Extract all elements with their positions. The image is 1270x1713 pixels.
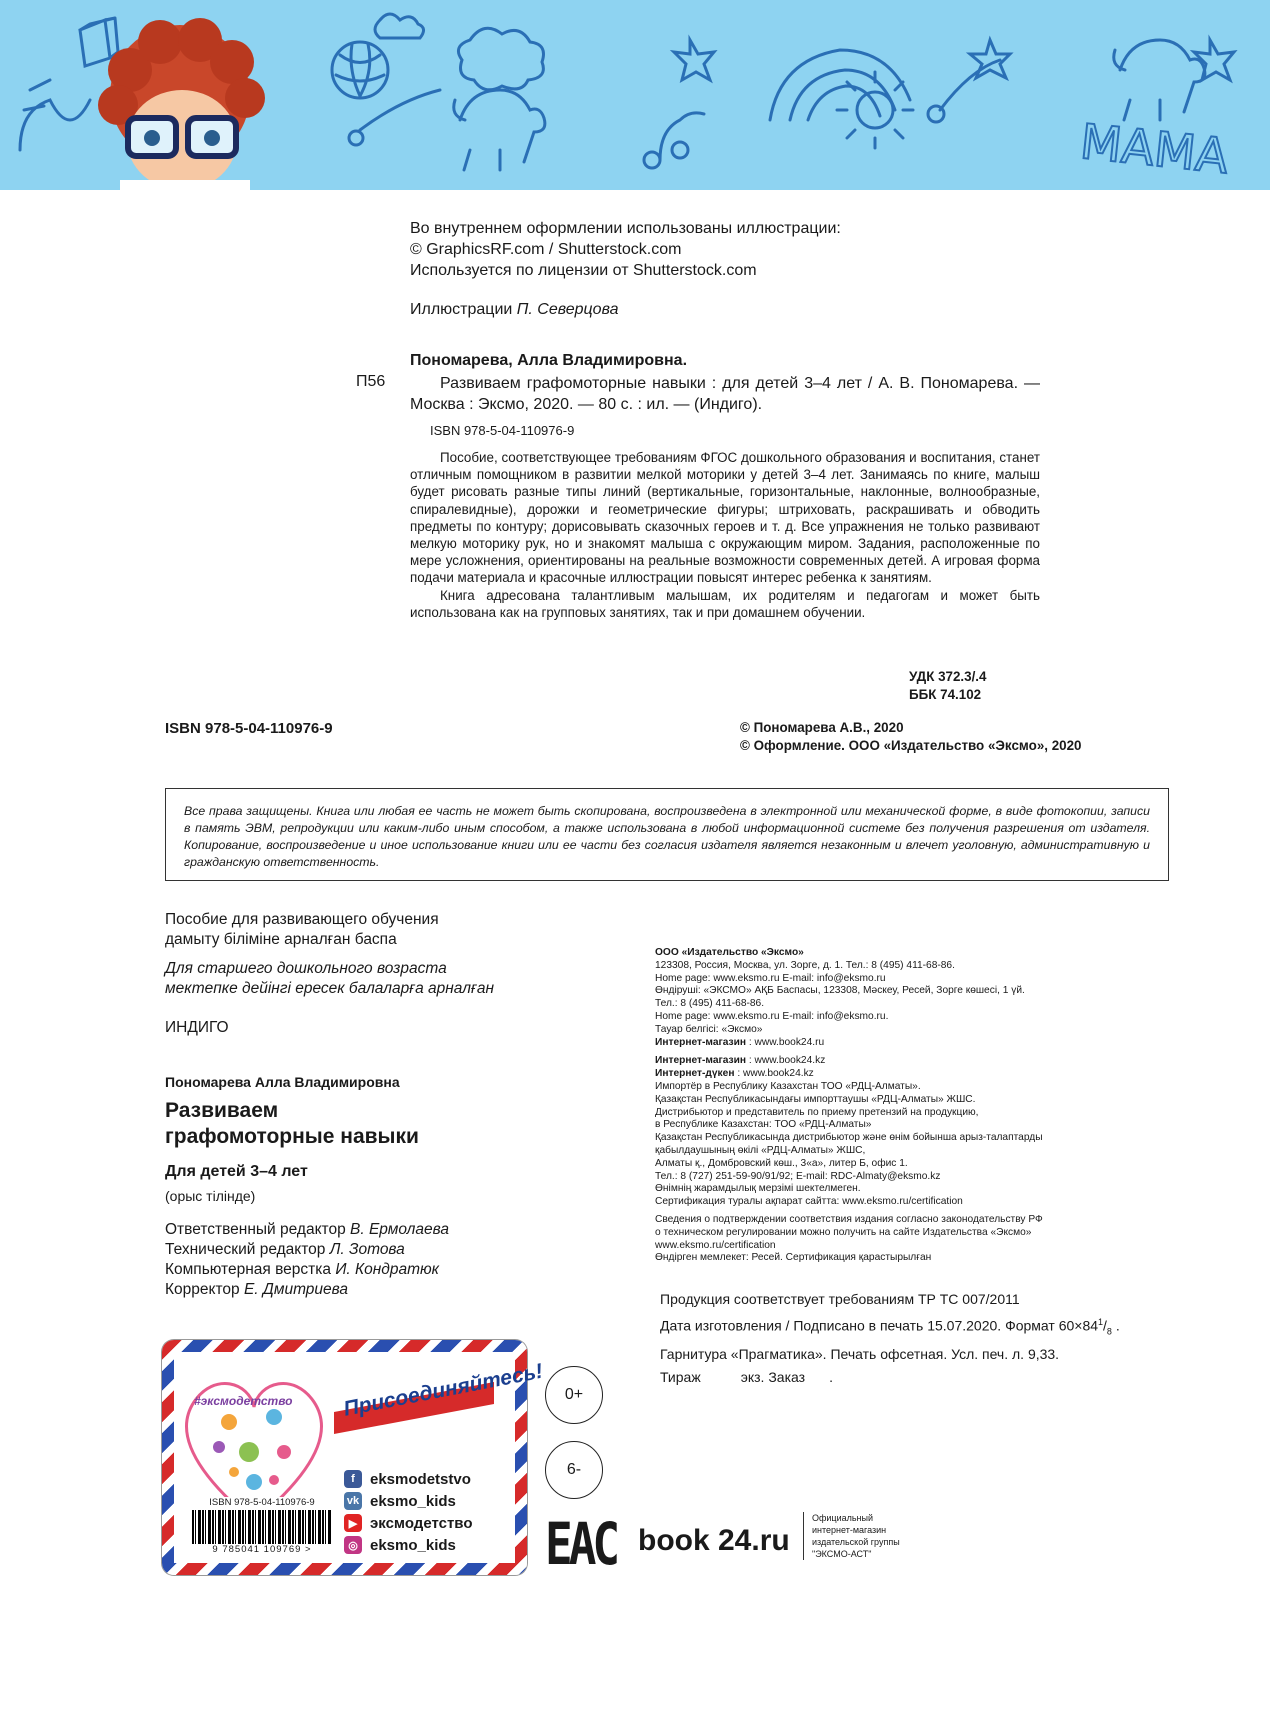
book24-tagline — [803, 1512, 900, 1560]
illustrator-label: Иллюстрации — [410, 301, 513, 318]
format-sub: 8 — [1106, 1326, 1112, 1337]
social-row[interactable] — [344, 1470, 471, 1488]
publisher-imprint — [655, 947, 1105, 1265]
eac-mark: EAC — [545, 1510, 617, 1578]
barcode — [192, 1497, 332, 1555]
bbk-code: ББК 74.102 — [909, 687, 982, 702]
book24-logo: book 24.ru — [638, 1524, 790, 1557]
imprint-line: Қазақстан Республикасында дистрибьютор және өнім бойынша арыз-талаптарды — [655, 1132, 1043, 1144]
imprint-bold: Интернет-дүкен — [655, 1068, 735, 1080]
copyright-line: © Пономарева А.В., 2020 — [740, 720, 904, 735]
barcode-isbn: ISBN 978-5-04-110976-9 — [209, 1497, 315, 1508]
print-line: Продукция соответствует требованиям ТР ТС 007/2011 — [660, 1291, 1020, 1307]
social-row[interactable] — [344, 1536, 456, 1554]
imprint-line: Қазақстан Республикасындағы импорттаушы «РДЦ-Алматы» ЖШС. — [655, 1093, 976, 1105]
book-title: графомоторные навыки — [165, 1125, 419, 1148]
bib-isbn: ISBN 978-5-04-110976-9 — [430, 423, 575, 438]
staff-role: Технический редактор — [165, 1241, 326, 1258]
social-label: eksmo_kids — [370, 1492, 456, 1510]
youtube-icon: ▶ — [344, 1514, 362, 1532]
bib-entry — [410, 373, 1040, 415]
social-card — [162, 1340, 545, 1575]
credits-line: Используется по лицензии от Shutterstock.com — [410, 262, 757, 279]
imprint-line: Алматы қ., Домбровский көш., 3«а», литер Б, офис 1. — [655, 1157, 908, 1169]
imprint-line: Сведения о подтверждении соответствия издания согласно законодательству РФ — [655, 1213, 1043, 1225]
staff-list — [165, 1220, 494, 1300]
bib-code: П56 — [356, 373, 386, 390]
staff-name: Е. Дмитриева — [243, 1281, 349, 1298]
rights-notice: Все права защищены. Книга или любая ее часть не может быть скопирована, воспроизведена в электронной или механической форме, в виде фотокопии, записи в память ЭВМ, репродукции или каким-либо иным способом, а также использована в любой информационной системе без получения разрешения от издателя. Копирование, воспроизведение и иное использование книги или ее части без согласия издателя является незаконным и влечет уголовную, административную и гражданскую ответственность. — [165, 788, 1169, 881]
abstract-paragraph: Пособие, соответствующее требованиям ФГОС дошкольного образования и воспитания, станет отличным помощником в развитии мелкой моторики у детей 3–4 лет. Занимаясь по книге, малыш будет рисовать разные типы линий (вертикальные, горизонтальные, наклонные, волнообразные, спиралевидные), дорожки и геометрические фигуры; штриховать, раскрашивать и обводить предметы по контуру; дорисовывать сказочных героев и т. д. Все упражнения не только развивают мелкую моторику рук, но и знакомят малыша с окружающим миром. Задания, расположенные по мере усложнения, ориентированы на реальные возможности современных детей. А игровая форма подачи материала и красочные иллюстрации повысят интерес ребенка к занятиям. — [410, 450, 1040, 586]
imprint-bold: Интернет-магазин — [655, 1055, 747, 1067]
order-label: экз. Заказ — [740, 1369, 806, 1386]
staff-row — [165, 1220, 494, 1240]
imprint-line: Дистрибьютор и представитель по приему претензий на продукцию, — [655, 1106, 979, 1118]
format-sup: 1 — [1098, 1317, 1104, 1327]
imprint-line: Сертификация туралы ақпарат сайтта: www.eksmo.ru/certification — [655, 1196, 963, 1208]
imprint-line: Тел.: 8 (495) 411-68-86. — [655, 998, 765, 1010]
barcode-digits: 9 785041 109769 > — [212, 1544, 312, 1555]
classification — [909, 668, 986, 704]
heart-tag: #эксмодетство — [194, 1394, 293, 1408]
imprint-line: Home page: www.eksmo.ru E-mail: info@eksmo.ru. — [655, 1010, 889, 1022]
format-text: Дата изготовления / Подписано в печать 15.07.2020. Формат 60×84 — [660, 1317, 1099, 1334]
staff-name: Л. Зотова — [329, 1241, 405, 1258]
imprint-line: www.eksmo.ru/certification — [655, 1239, 776, 1251]
header-banner — [0, 0, 1270, 190]
bib-author: Пономарева, Алла Владимировна. — [410, 352, 688, 369]
credits-line: © GraphicsRF.com / Shutterstock.com — [410, 241, 682, 258]
imprint-bold: Интернет-магазин — [655, 1036, 747, 1048]
social-row[interactable] — [344, 1514, 473, 1532]
colophon-author: Пономарева Алла Владимировна — [165, 1074, 400, 1090]
purpose-line: Пособие для развивающего обучения — [165, 911, 439, 928]
udk-code: УДК 372.3/.4 — [909, 669, 987, 684]
imprint-line: ООО «Издательство «Эксмо» — [655, 947, 804, 958]
book-title: Развиваем — [165, 1099, 279, 1122]
age-rating-badge: 6- — [545, 1441, 603, 1499]
imprint-line: в Республике Казахстан: ТОО «РДЦ-Алматы» — [655, 1119, 872, 1131]
facebook-icon: f — [344, 1470, 362, 1488]
instagram-icon: ◎ — [344, 1536, 362, 1554]
abstract-paragraph: Книга адресована талантливым малышам, их родителям и педагогам и может быть использована как на групповых занятиях, так и при домашнем обучении. — [410, 587, 1040, 620]
card-slogan: Присоединяйтесь! — [341, 1359, 545, 1421]
staff-row — [165, 1240, 494, 1260]
age-line: мектепке дейінгі ересек балаларға арналған — [165, 980, 494, 997]
language-note: (орыс тілінде) — [165, 1188, 256, 1204]
purpose-line: дамыту біліміне арналған баспа — [165, 931, 397, 948]
credits-line: Во внутреннем оформлении использованы иллюстрации: — [410, 220, 841, 237]
age-line: Для старшего дошкольного возраста — [165, 960, 447, 977]
barcode-bars — [192, 1510, 332, 1544]
staff-role: Корректор — [165, 1281, 240, 1298]
imprint-line: Өндіруші: «ЭКСМО» АҚБ Баспасы, 123308, Мәскеу, Ресей, Зорге көшесі, 1 үй. — [655, 985, 1025, 997]
imprint-line: о техническом регулировании можно получить на сайте Издательства «Эксмо» — [655, 1226, 1032, 1238]
staff-role: Ответственный редактор — [165, 1221, 346, 1238]
imprint-line — [655, 1055, 1105, 1068]
print-line: Гарнитура «Прагматика». Печать офсетная. Усл. печ. л. 9,33. — [660, 1346, 1060, 1363]
bib-abstract — [410, 449, 1040, 621]
imprint-line — [655, 1037, 1105, 1050]
staff-name: В. Ермолаева — [350, 1221, 449, 1238]
doodle-illustration — [0, 0, 1270, 190]
imprint-line: Өнімнің жарамдылық мерзімі шектелмеген. — [655, 1183, 861, 1195]
staff-role: Компьютерная верстка — [165, 1261, 331, 1278]
colophon-left — [165, 910, 494, 1300]
imprint-url: : www.book24.kz — [746, 1055, 826, 1067]
kid-character — [98, 18, 265, 190]
imprint-line: Home page: www.eksmo.ru E-mail: info@eksmo.ru — [655, 972, 886, 984]
bib-entry-text: Развиваем графомоторные навыки : для детей 3–4 лет / А. В. Пономарева. — Москва : Эксмо, 2020. — 80 с. : ил. — (Индиго). — [410, 375, 1040, 413]
copyright — [740, 719, 1082, 755]
social-label: эксмодетство — [370, 1514, 473, 1532]
imprint-line: қабылдаушының өкілі «РДЦ-Алматы» ЖШС, — [655, 1144, 866, 1156]
imprint-line: Импортёр в Республику Казахстан ТОО «РДЦ-Алматы». — [655, 1080, 921, 1092]
order-end: . — [829, 1369, 833, 1386]
tagline-line: "ЭКСМО-АСТ" — [812, 1549, 872, 1559]
illustrator-name: П. Северцова — [516, 301, 619, 318]
tagline-line: Официальный — [812, 1513, 874, 1523]
illustrator — [410, 301, 618, 319]
print-details — [660, 1288, 1120, 1389]
banner-word-right: МАМА — [1077, 113, 1232, 186]
imprint-line: 123308, Россия, Москва, ул. Зорге, д. 1. Тел.: 8 (495) 411-68-86. — [655, 959, 955, 971]
imprint-line: Өндірген мемлекет: Ресей. Сертификация қарастырылған — [655, 1252, 932, 1264]
series-name: ИНДИГО — [165, 1019, 229, 1036]
print-line: Дата изготовления / Подписано в печать 15.07.2020. Формат $60\times 84^1/_8$ . — [660, 1317, 1120, 1337]
imprint-line — [655, 1068, 1105, 1081]
imprint-line: Тел.: 8 (727) 251-59-90/91/92; E-mail: RDC-Almaty@eksmo.kz — [655, 1170, 941, 1182]
social-label: eksmodetstvo — [370, 1470, 471, 1488]
copyright-line: © Оформление. ООО «Издательство «Эксмо», 2020 — [740, 738, 1082, 753]
vk-icon: vk — [344, 1492, 362, 1510]
format-end: . — [1115, 1317, 1120, 1334]
tagline-line: интернет-магазин — [812, 1525, 887, 1535]
illustration-credits — [410, 218, 841, 281]
imprint-line: Тауар белгісі: «Эксмо» — [655, 1023, 763, 1035]
social-label: eksmo_kids — [370, 1536, 456, 1554]
imprint-url: : www.book24.ru — [746, 1036, 825, 1048]
staff-row — [165, 1260, 494, 1280]
book-subtitle: Для детей 3–4 лет — [165, 1163, 308, 1180]
imprint-url: : www.book24.kz — [734, 1068, 814, 1080]
social-row[interactable] — [344, 1492, 456, 1510]
print-line — [660, 1366, 1120, 1389]
isbn-main: ISBN 978-5-04-110976-9 — [165, 720, 333, 737]
run-label: Тираж — [660, 1369, 701, 1386]
staff-name: И. Кондратюк — [335, 1261, 439, 1278]
age-rating-badge: 0+ — [545, 1366, 603, 1424]
staff-row — [165, 1280, 494, 1300]
tagline-line: издательской группы — [812, 1537, 900, 1547]
